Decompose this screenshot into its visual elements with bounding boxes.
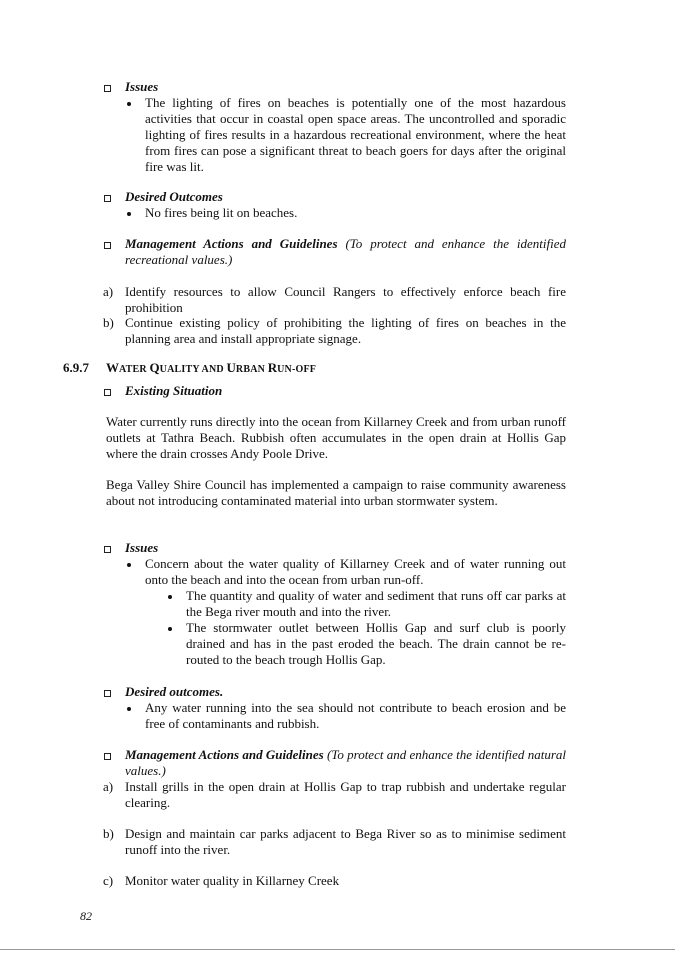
bullet-icon xyxy=(127,212,131,216)
bullet-icon xyxy=(168,595,172,599)
bullet-icon xyxy=(168,627,172,631)
action-item: Continue existing policy of prohibiting the lighting of fires on beaches in the planning area and install appropriate signage. xyxy=(125,315,566,346)
desired-outcomes-text: Any water running into the sea should not contribute to beach erosion and be free of contaminants and rubbish. xyxy=(145,700,566,731)
checkbox-bullet-icon xyxy=(104,546,111,553)
title-fragment: Q xyxy=(149,360,160,375)
action-item: Identify resources to allow Council Rangers to effectively enforce beach fire prohibition xyxy=(125,284,566,315)
list-marker: c) xyxy=(103,873,114,888)
checkbox-bullet-icon xyxy=(104,753,111,760)
sub-bullet-text: The quantity and quality of water and sediment that runs off car parks at the Bega river mouth and into the river. xyxy=(186,588,566,619)
management-actions-title: Management Actions and Guidelines xyxy=(125,236,338,251)
action-item: Design and maintain car parks adjacent to Bega River so as to minimise sediment runoff into the river. xyxy=(125,826,566,857)
management-actions-title: Management Actions and Guidelines xyxy=(125,747,324,762)
checkbox-bullet-icon xyxy=(104,195,111,202)
action-item: Monitor water quality in Killarney Creek xyxy=(125,873,340,888)
title-fragment: U xyxy=(226,360,236,375)
page-number: 82 xyxy=(80,909,92,923)
checkbox-bullet-icon xyxy=(104,242,111,249)
management-actions-heading xyxy=(125,236,566,268)
desired-outcomes-heading: Desired Outcomes xyxy=(125,189,223,204)
list-marker: a) xyxy=(103,779,114,794)
list-marker: a) xyxy=(103,284,114,299)
desired-outcomes-text: No fires being lit on beaches. xyxy=(145,205,298,220)
bullet-icon xyxy=(127,563,131,567)
existing-situation-heading: Existing Situation xyxy=(125,383,223,398)
list-marker: b) xyxy=(103,826,114,841)
title-fragment: RBAN xyxy=(235,364,268,375)
page-bottom-rule xyxy=(0,949,675,950)
paragraph: Water currently runs directly into the ocean from Killarney Creek and from urban runoff outlets at Tathra Beach. Rubbish often accumulates in the open drain at Hollis Gap where the drain crosses Andy Poole Drive. xyxy=(106,414,566,461)
sub-bullet-text: The stormwater outlet between Hollis Gap and surf club is poorly drained and has in the past eroded the beach. The drain cannot be re-routed to the beach trough Hollis Gap. xyxy=(186,620,566,667)
section-number: 6.9.7 xyxy=(63,360,89,375)
checkbox-bullet-icon xyxy=(104,85,111,92)
bullet-icon xyxy=(127,102,131,106)
management-actions-note: (To protect and enhance the identified recreational values.) xyxy=(125,236,567,267)
issues-heading: Issues xyxy=(125,540,159,555)
desired-outcomes-heading: Desired outcomes. xyxy=(125,684,224,699)
title-fragment: R xyxy=(267,360,278,375)
title-fragment: ATER xyxy=(119,364,150,375)
section-title xyxy=(106,360,316,378)
paragraph: Bega Valley Shire Council has implemented a campaign to raise community awareness about not introducing contaminated material into urban stormwater system. xyxy=(106,477,566,508)
issues-bullet-text: The lighting of fires on beaches is potentially one of the most hazardous activities that occur in coastal open space areas. The uncontrolled and sporadic lighting of fires results in a hazardous recreational environment, where the heat from fires can pose a significant threat to beach goers for days after the original fire was lit. xyxy=(145,95,566,174)
list-marker: b) xyxy=(103,315,114,330)
issues-heading: Issues xyxy=(125,79,159,94)
issues-bullet-text: Concern about the water quality of Killarney Creek and of water running out onto the beach and into the ocean from urban run-off. xyxy=(145,556,566,587)
title-fragment: UN-OFF xyxy=(277,364,317,375)
checkbox-bullet-icon xyxy=(104,690,111,697)
checkbox-bullet-icon xyxy=(104,389,111,396)
management-actions-note: (To protect and enhance the identified natural values.) xyxy=(125,747,566,778)
bullet-icon xyxy=(127,707,131,711)
management-actions-heading xyxy=(125,747,566,779)
title-fragment: UALITY AND xyxy=(159,364,227,375)
action-item: Install grills in the open drain at Hollis Gap to trap rubbish and undertake regular clearing. xyxy=(125,779,566,810)
title-fragment: W xyxy=(106,360,119,375)
